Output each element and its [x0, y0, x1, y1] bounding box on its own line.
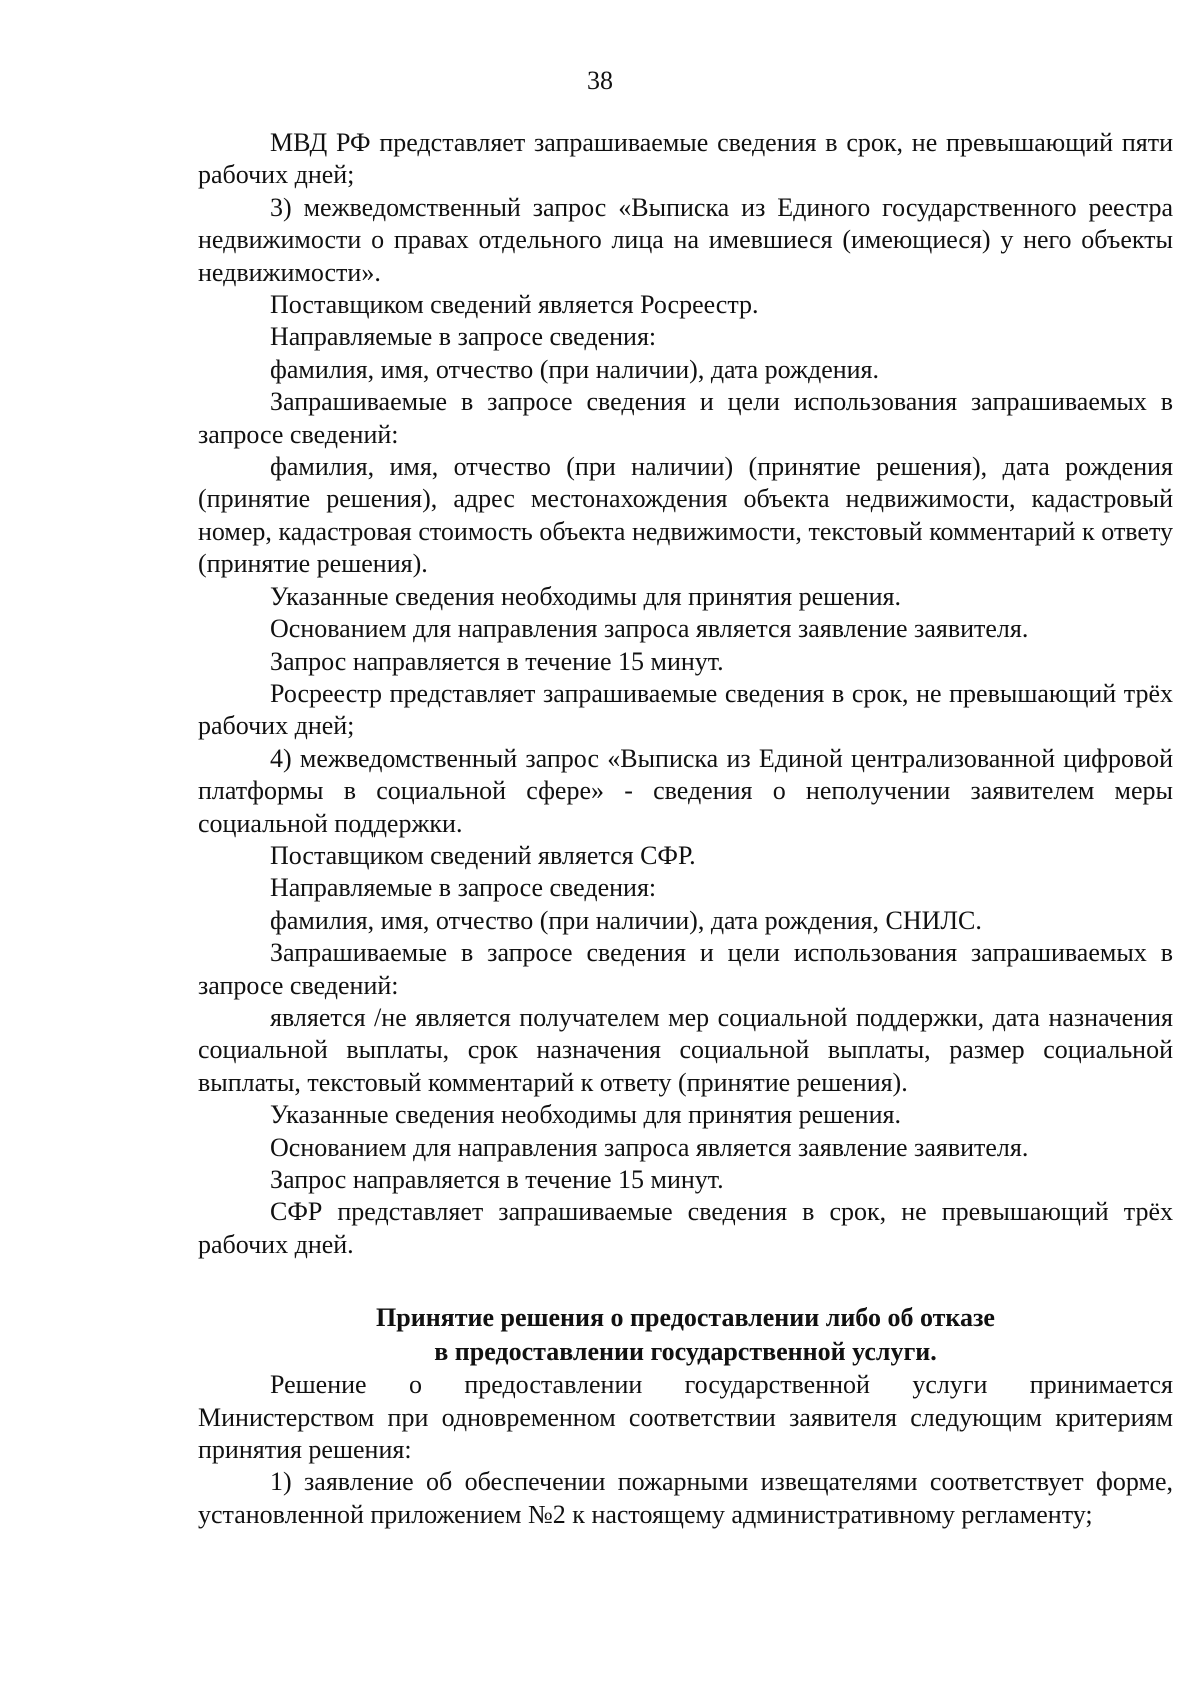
- paragraph: Направляемые в запросе сведения:: [270, 873, 657, 903]
- paragraph: Указанные сведения необходимы для принятия решения.: [270, 1100, 901, 1130]
- paragraph: является /не является получателем мер социальной поддержки, дата назначения социальной выплаты, срок назначения социальной выплаты, размер социальной выплаты, текстовый комментарий к ответу (принятие решения).: [198, 1002, 1173, 1097]
- paragraph: фамилия, имя, отчество (при наличии), дата рождения, СНИЛС.: [270, 905, 982, 935]
- paragraph: Запрос направляется в течение 15 минут.: [270, 1165, 724, 1194]
- section-heading-line-2: в предоставлении государственной услуги.: [434, 1337, 937, 1367]
- paragraph: Поставщиком сведений является Росреестр.: [270, 290, 759, 320]
- paragraph: Основанием для направления запроса является заявление заявителя.: [270, 1132, 1029, 1162]
- paragraph: Решение о предоставлении государственной услуги принимается Министерством при одновременном соответствии заявителя следующим критериям принятия решения:: [198, 1370, 1173, 1465]
- document-body: [198, 127, 1173, 1531]
- paragraph: Основанием для направления запроса является заявление заявителя.: [270, 614, 1029, 644]
- paragraph: МВД РФ представляет запрашиваемые сведения в срок, не превышающий пяти рабочих дней;: [198, 128, 1173, 190]
- paragraph: СФР представляет запрашиваемые сведения в срок, не превышающий трёх рабочих дней.: [198, 1197, 1173, 1259]
- paragraph: Запрашиваемые в запросе сведения и цели использования запрашиваемых в запросе сведений:: [198, 938, 1173, 1000]
- page-number: 38: [587, 66, 613, 95]
- section-heading-line-1: Принятие решения о предоставлении либо об отказе: [376, 1303, 995, 1333]
- paragraph: Росреестр представляет запрашиваемые сведения в срок, не превышающий трёх рабочих дней;: [198, 678, 1173, 741]
- paragraph: 1) заявление об обеспечении пожарными извещателями соответствует форме, установленной приложением №2 к настоящему административному регламенту;: [198, 1467, 1173, 1529]
- paragraph: 3) межведомственный запрос «Выписка из Единого государственного реестра недвижимости о правах отдельного лица на имевшиеся (имеющиеся) у него объекты недвижимости».: [198, 192, 1173, 287]
- paragraph: Запрашиваемые в запросе сведения и цели использования запрашиваемых в запросе сведений:: [198, 387, 1173, 449]
- paragraph: фамилия, имя, отчество (при наличии) (принятие решения), дата рождения (принятие решения), адрес местонахождения объекта недвижимости, кадастровый номер, кадастровая стоимость объекта недвижимости, текстовый комментарий к ответу (принятие решения).: [198, 452, 1173, 579]
- paragraph: Поставщиком сведений является СФР.: [270, 840, 696, 870]
- paragraph: 4) межведомственный запрос «Выписка из Единой централизованной цифровой платформы в социальной сфере» - сведения о неполучении заявителем меры социальной поддержки.: [198, 743, 1173, 838]
- paragraph: Запрос направляется в течение 15 минут.: [270, 646, 724, 676]
- paragraph: Указанные сведения необходимы для принятия решения.: [270, 581, 901, 611]
- paragraph: Направляемые в запросе сведения:: [270, 322, 657, 352]
- paragraph: фамилия, имя, отчество (при наличии), дата рождения.: [270, 354, 880, 384]
- section-heading: [198, 1301, 1173, 1369]
